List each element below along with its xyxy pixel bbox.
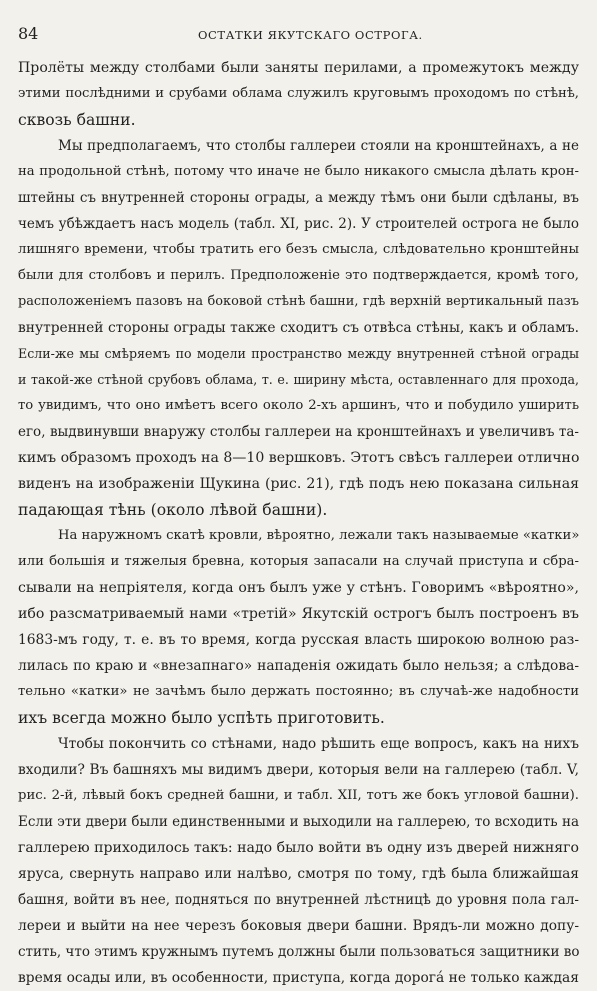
text-line: тельно «катки» не зачѣмъ было держать постоянно; въ случаѣ-же надобности <box>18 684 579 699</box>
text-line: галлерею приходилось такъ: надо было войти въ одну изъ дверей нижняго <box>18 840 579 856</box>
text-line: кимъ образомъ проходъ на 8—10 вершковъ. Этотъ свѣсъ галлереи отлично <box>18 450 579 466</box>
text-line: этими послѣдними и срубами облама служилъ круговымъ проходомъ по стѣнѣ, <box>18 86 579 101</box>
text-line: Если-же мы смѣряемъ по модели пространство между внутренней стѣной ограды <box>18 346 579 361</box>
running-head: ОСТАТКИ ЯКУТСКАГО ОСТРОГА. <box>198 28 423 42</box>
text-line: сквозь башни. <box>18 111 136 129</box>
text-line: ибо разсматриваемый нами «третій» Якутскій острогъ былъ построенъ въ <box>18 606 579 622</box>
text-line: падающая тѣнь (около лѣвой башни). <box>18 501 328 519</box>
text-line: яруса, свернуть направо или налѣво, смотря по тому, гдѣ была ближайшая <box>18 866 579 882</box>
text-line: 1683-мъ году, т. е. въ то время, когда русская власть широкою волною раз- <box>18 632 579 648</box>
text-line: Чтобы покончить со стѣнами, надо рѣшить еще вопросъ, какъ на нихъ <box>58 736 579 752</box>
text-line: и такой-же стѣной срубовъ облама, т. е. ширину мѣста, оставленнаго для прохода, <box>18 372 579 387</box>
text-line: ихъ всегда можно было успѣть приготовить. <box>18 709 385 727</box>
text-line: башня, войти въ нее, подняться по внутренней лѣстницѣ до уровня пола гал- <box>18 892 579 908</box>
text-line: то увидимъ, что оно имѣетъ всего около 2-хъ аршинъ, что и побудило уширить <box>18 398 579 413</box>
page-header <box>18 10 579 43</box>
text-line: Пролёты между столбами были заняты перилами, а промежутокъ между <box>18 60 579 76</box>
text-line: лереи и выйти на нее черезъ боковыя двери башни. Врядъ-ли можно допу- <box>18 918 579 934</box>
text-line: на продольной стѣнѣ, потому что иначе не было никакого смысла дѣлать крон- <box>18 164 579 179</box>
text-line: На наружномъ скатѣ кровли, вѣроятно, лежали такъ называемые «катки» <box>58 528 579 543</box>
text-line: его, выдвинувши внаружу столбы галлереи на кронштейнахъ и увеличивъ та- <box>18 424 579 440</box>
text-line: чемъ убѣждаетъ насъ модель (табл. XI, рис. 2). У строителей острога не было <box>18 216 579 232</box>
text-line: сывали на непріятеля, когда онъ былъ уже у стѣнъ. Говоримъ «вѣроятно», <box>18 580 579 596</box>
text-line: Если эти двери были единственными и выходили на галлерею, то всходить на <box>18 814 579 830</box>
text-line: штейны съ внутренней стороны ограды, а между тѣмъ они были сдѣланы, въ <box>18 190 579 206</box>
text-line: внутренней стороны ограды также сходитъ съ отвѣса стѣны, какъ и обламъ. <box>18 320 579 336</box>
text-line: виденъ на изображеніи Щукина (рис. 21), гдѣ подъ нею показана сильная <box>18 476 579 492</box>
paragraph <box>18 133 579 523</box>
text-line: Мы предполагаемъ, что столбы галлереи стояли на кронштейнахъ, а не <box>58 138 579 154</box>
paragraph <box>18 55 579 133</box>
text-line: лилась по краю и «внезапнаго» нападенія ожидать было нельзя; а слѣдова- <box>18 658 579 674</box>
page-number: 84 <box>18 24 39 43</box>
text-line: или большія и тяжелыя бревна, которыя запасали на случай приступа и сбра- <box>18 554 579 569</box>
text-line: рис. 2-й, лѣвый бокъ средней башни, и табл. XII, тотъ же бокъ угловой башни). <box>18 788 579 803</box>
text-line: расположеніемъ пазовъ на боковой стѣнѣ башни, гдѣ верхній вертикальный пазъ <box>18 294 579 309</box>
text-line: лишняго времени, чтобы тратить его безъ смысла, слѣдовательно кронштейны <box>18 242 579 257</box>
paragraph <box>18 523 579 731</box>
body-text <box>18 55 579 991</box>
text-line: входили? Въ башняхъ мы видимъ двери, которыя вели на галлерею (табл. V, <box>18 762 579 778</box>
text-line: были для столбовъ и перилъ. Предположеніе это подтверждается, кромѣ того, <box>18 268 579 283</box>
text-line: стить, что этимъ кружнымъ путемъ должны были пользоваться защитники во <box>18 944 579 960</box>
paragraph <box>18 731 579 991</box>
text-line: время осады или, въ особенности, приступа, когда дорогá не только каждая <box>18 970 579 986</box>
